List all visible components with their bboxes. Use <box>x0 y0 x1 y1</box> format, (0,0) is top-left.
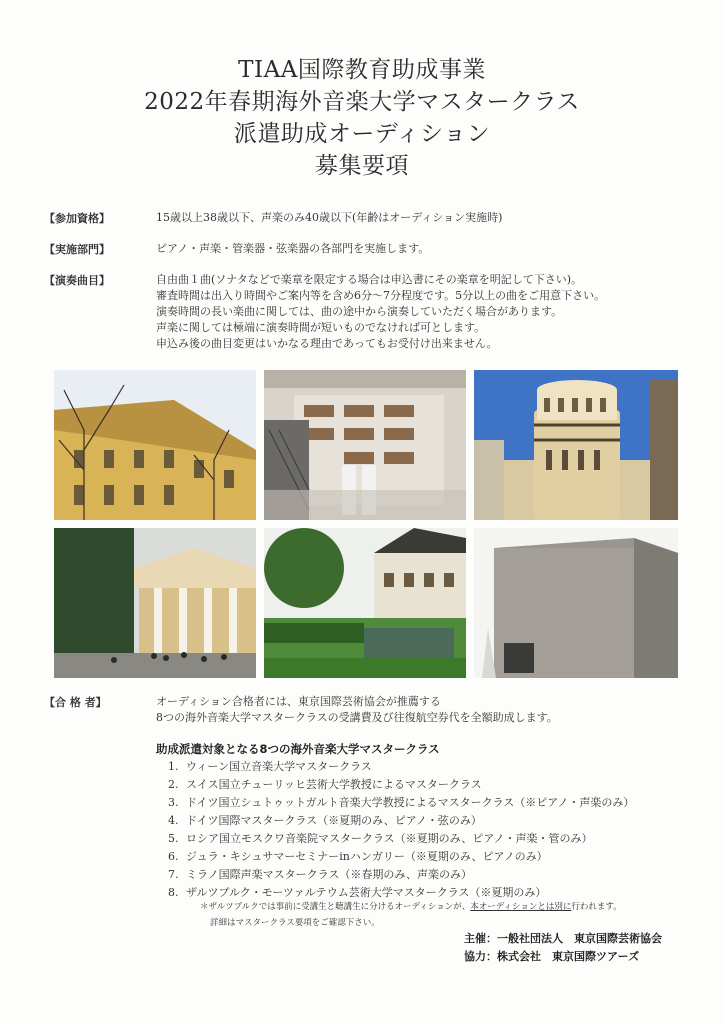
list-item: 5. ロシア国立モスクワ音楽院マスタークラス（※夏期のみ、ピアノ・声楽・管のみ） <box>168 832 593 845</box>
list-item: 4. ドイツ国際マスタークラス（※夏期のみ、ピアノ・弦のみ） <box>168 814 482 827</box>
title-line-3: 派遣助成オーディション <box>233 121 491 147</box>
repertoire-line: 声楽に関しては極端に演奏時間が短いものでなければ可とします。 <box>156 321 486 334</box>
repertoire-line: 申込み後の曲目変更はいかなる理由であってもお受付け出来ません。 <box>156 337 498 350</box>
passed-label: 【合 格 者】 <box>44 696 107 709</box>
repertoire-label: 【演奏曲目】 <box>44 274 110 287</box>
repertoire-line: 自由曲１曲(ソナタなどで楽章を限定する場合は申込書にその楽章を明記して下さい)。 <box>156 273 583 286</box>
division-text: ピアノ・声楽・管楽器・弦楽器の各部門を実施します。 <box>156 242 430 255</box>
list-item: 2. スイス国立チューリッヒ芸術大学教授によるマスタークラス <box>168 778 482 791</box>
title-line-4: 募集要項 <box>315 153 409 179</box>
list-item: 8. ザルツブルク・モーツァルテウム芸術大学マスタークラス（※夏期のみ） <box>168 886 547 899</box>
salzburg-note: ＊ザルツブルクでは事前に受講生と聴講生に分けるオーディションが、本オーディションとは別に行われます。 <box>200 902 622 912</box>
passed-line: オーディション合格者には、東京国際芸術協会が推薦する <box>156 695 441 708</box>
list-item: 7. ミラノ国際声楽マスタークラス（※春期のみ、声楽のみ） <box>168 868 472 881</box>
cooperation: 協力：株式会社 東京国際ツアーズ <box>464 950 640 963</box>
document-title <box>0 54 724 182</box>
eligibility-text: 15歳以上38歳以下、声楽のみ40歳以下(年齢はオーディション実施時) <box>156 211 503 224</box>
title-line-1: TIAA国際教育助成事業 <box>238 57 486 83</box>
list-item: 1. ウィーン国立音楽大学マスタークラス <box>168 760 372 773</box>
division-label: 【実施部門】 <box>44 243 110 256</box>
eligibility-label: 【参加資格】 <box>44 212 110 225</box>
photo-round-tower <box>474 370 678 520</box>
photo-colonnade-entrance <box>54 528 256 678</box>
photo-garden-villa <box>264 528 466 678</box>
organizer: 主催：一般社団法人 東京国際芸術協会 <box>464 932 662 945</box>
details-note: 詳細はマスタークラス要項をご確認下さい。 <box>210 918 380 928</box>
masterclass-list <box>168 758 708 902</box>
repertoire-line: 演奏時間の長い楽曲に関しては、曲の途中から演奏していただく場合があります。 <box>156 305 563 318</box>
photo-yellow-building <box>54 370 256 520</box>
photo-interior-atrium <box>264 370 466 520</box>
repertoire-line: 審査時間は出入り時間やご案内等を含め6分〜7分程度です。5分以上の曲をご用意下さい。 <box>156 289 606 302</box>
list-item: 6. ジュラ・キシュサマーセミナーinハンガリー（※夏期のみ、ピアノのみ） <box>168 850 548 863</box>
passed-line: 8つの海外音楽大学マスタークラスの受講費及び往復航空券代を全額助成します。 <box>156 711 558 724</box>
title-line-2: 2022年春期海外音楽大学マスタークラス <box>144 89 580 115</box>
list-item: 3. ドイツ国立シュトゥットガルト音楽大学教授によるマスタークラス（※ピアノ・声楽のみ） <box>168 796 635 809</box>
photo-concrete-cube <box>474 528 678 678</box>
masterclass-heading: 助成派遣対象となる8つの海外音楽大学マスタークラス <box>156 742 440 756</box>
